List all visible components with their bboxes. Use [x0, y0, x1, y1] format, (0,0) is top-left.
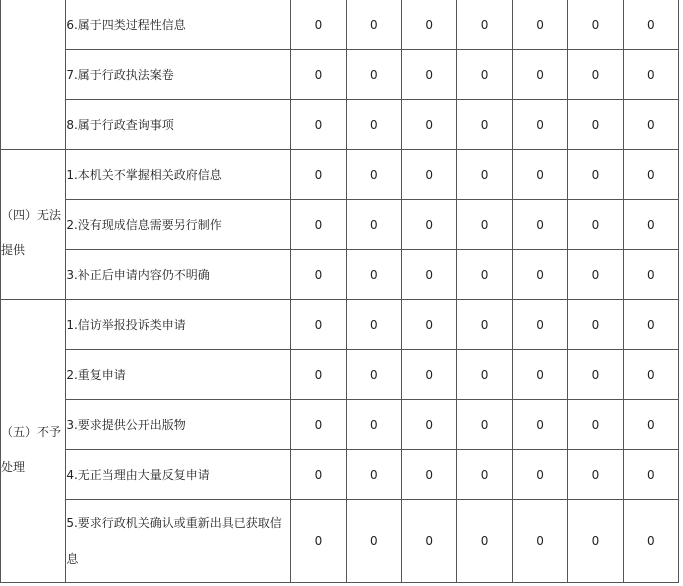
count-cell: 0: [512, 150, 567, 200]
count-cell: 0: [512, 100, 567, 150]
count-cell: 0: [512, 500, 567, 583]
count-cell: 0: [568, 200, 623, 250]
count-cell: 0: [291, 0, 346, 50]
count-cell: 0: [457, 0, 512, 50]
count-cell: 0: [291, 400, 346, 450]
count-cell: 0: [402, 450, 457, 500]
count-cell: 0: [512, 0, 567, 50]
count-cell: 0: [623, 50, 678, 100]
count-cell: 0: [291, 150, 346, 200]
row-item-label: 6.属于四类过程性信息: [66, 0, 291, 50]
count-cell: 0: [402, 0, 457, 50]
count-cell: 0: [457, 100, 512, 150]
count-cell: 0: [512, 300, 567, 350]
count-cell: 0: [568, 100, 623, 150]
row-item-label: 4.无正当理由大量反复申请: [66, 450, 291, 500]
table-row: [1, 0, 679, 50]
count-cell: 0: [623, 300, 678, 350]
table-body: [1, 0, 679, 583]
count-cell: 0: [291, 450, 346, 500]
count-cell: 0: [346, 100, 401, 150]
count-cell: 0: [346, 450, 401, 500]
count-cell: 0: [512, 200, 567, 250]
count-cell: 0: [291, 200, 346, 250]
table-row: [1, 450, 679, 500]
count-cell: 0: [512, 400, 567, 450]
row-item-label: 3.要求提供公开出版物: [66, 400, 291, 450]
table-row: [1, 300, 679, 350]
count-cell: 0: [291, 50, 346, 100]
section-label-text: （五）不予处理: [1, 424, 62, 474]
count-cell: 0: [623, 400, 678, 450]
table-row: [1, 150, 679, 200]
count-cell: 0: [346, 500, 401, 583]
count-cell: 0: [568, 400, 623, 450]
count-cell: 0: [402, 100, 457, 150]
table-row: [1, 400, 679, 450]
count-cell: 0: [402, 200, 457, 250]
count-cell: 0: [512, 250, 567, 300]
count-cell: 0: [457, 250, 512, 300]
count-cell: 0: [568, 0, 623, 50]
count-cell: 0: [291, 300, 346, 350]
count-cell: 0: [568, 500, 623, 583]
row-item-label: 8.属于行政查询事项: [66, 100, 291, 150]
count-cell: 0: [291, 350, 346, 400]
count-cell: 0: [457, 300, 512, 350]
count-cell: 0: [346, 300, 401, 350]
section-label-text: （四）无法提供: [1, 208, 62, 257]
count-cell: 0: [623, 350, 678, 400]
count-cell: 0: [402, 150, 457, 200]
count-cell: 0: [346, 400, 401, 450]
count-cell: 0: [402, 350, 457, 400]
count-cell: 0: [623, 150, 678, 200]
count-cell: 0: [623, 250, 678, 300]
row-item-label: 7.属于行政执法案卷: [66, 50, 291, 100]
count-cell: 0: [346, 200, 401, 250]
count-cell: 0: [568, 250, 623, 300]
count-cell: 0: [512, 50, 567, 100]
count-cell: 0: [402, 300, 457, 350]
count-cell: 0: [457, 150, 512, 200]
row-item-label: 1.信访举报投诉类申请: [66, 300, 291, 350]
row-item-label: 3.补正后申请内容仍不明确: [66, 250, 291, 300]
section-label: [1, 300, 66, 583]
count-cell: 0: [568, 300, 623, 350]
count-cell: 0: [346, 50, 401, 100]
count-cell: 0: [568, 350, 623, 400]
table-row: [1, 50, 679, 100]
row-item-label: 2.重复申请: [66, 350, 291, 400]
count-cell: 0: [623, 0, 678, 50]
table-row: [1, 500, 679, 583]
count-cell: 0: [568, 450, 623, 500]
count-cell: 0: [402, 50, 457, 100]
count-cell: 0: [623, 100, 678, 150]
count-cell: 0: [402, 500, 457, 583]
count-cell: 0: [346, 0, 401, 50]
row-item-label: 2.没有现成信息需要另行制作: [66, 200, 291, 250]
count-cell: 0: [568, 150, 623, 200]
row-item-label: 5.要求行政机关确认或重新出具已获取信息: [66, 500, 291, 583]
count-cell: 0: [568, 50, 623, 100]
count-cell: 0: [457, 350, 512, 400]
count-cell: 0: [512, 450, 567, 500]
table-row: [1, 250, 679, 300]
table-row: [1, 200, 679, 250]
count-cell: 0: [512, 350, 567, 400]
count-cell: 0: [457, 50, 512, 100]
count-cell: 0: [623, 450, 678, 500]
count-cell: 0: [346, 250, 401, 300]
count-cell: 0: [457, 500, 512, 583]
count-cell: 0: [402, 400, 457, 450]
count-cell: 0: [457, 200, 512, 250]
count-cell: 0: [291, 250, 346, 300]
section-label: [1, 0, 66, 150]
count-cell: 0: [623, 500, 678, 583]
count-cell: 0: [291, 500, 346, 583]
count-cell: 0: [457, 400, 512, 450]
table-row: [1, 350, 679, 400]
row-item-label: 1.本机关不掌握相关政府信息: [66, 150, 291, 200]
count-cell: 0: [623, 200, 678, 250]
count-cell: 0: [346, 350, 401, 400]
table-row: [1, 100, 679, 150]
section-label: [1, 150, 66, 300]
count-cell: 0: [291, 100, 346, 150]
count-cell: 0: [457, 450, 512, 500]
count-cell: 0: [402, 250, 457, 300]
section-label-text: [1, 66, 65, 83]
count-cell: 0: [346, 150, 401, 200]
